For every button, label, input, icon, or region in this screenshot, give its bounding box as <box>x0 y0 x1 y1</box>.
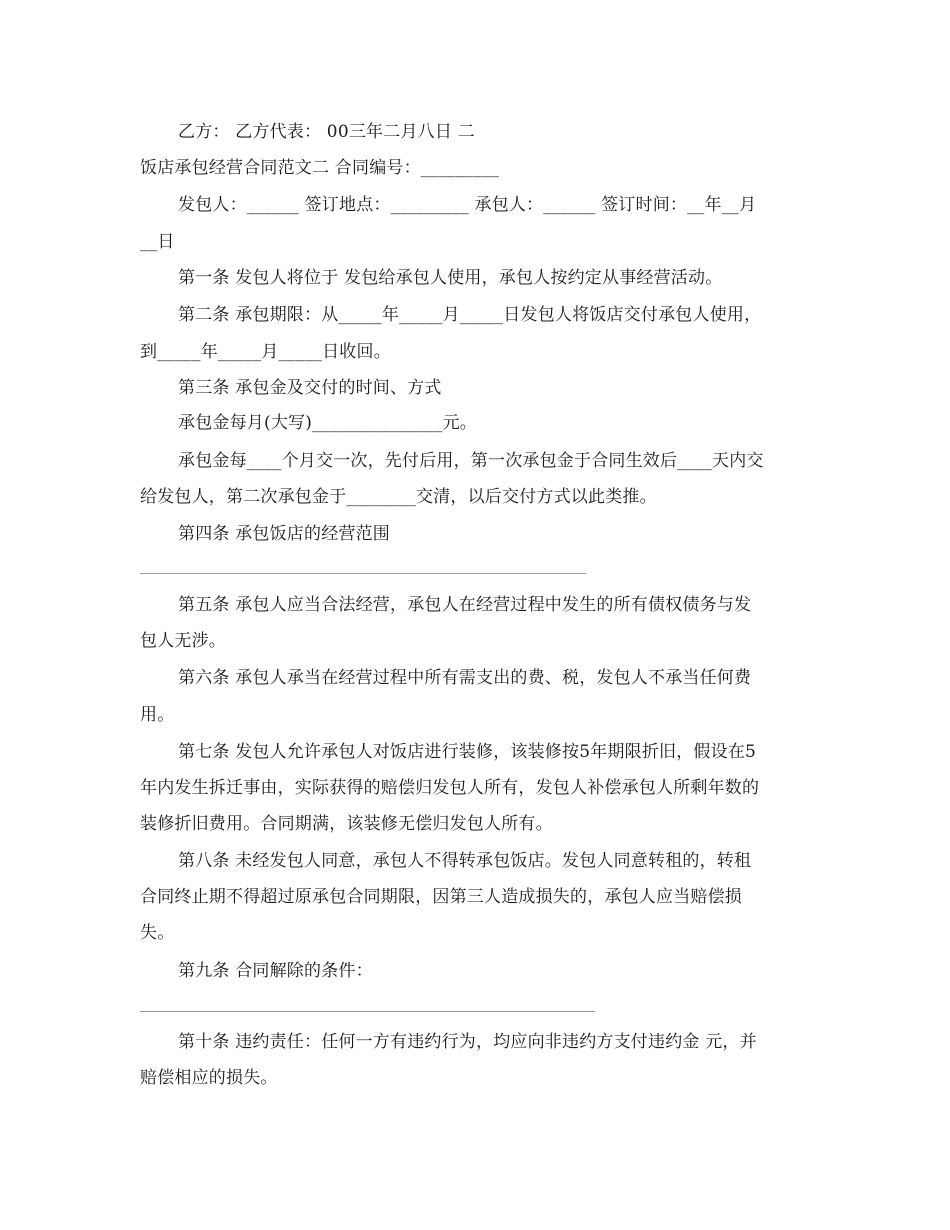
article-6-cont: 用。 <box>140 705 175 725</box>
article-10: 第十条 违约责任：任何一方有违约行为，均应向非违约方支付违约金 元，并 <box>178 1032 757 1052</box>
article-5-cont: 包人无涉。 <box>140 631 226 651</box>
divider-line <box>140 573 586 574</box>
article-6: 第六条 承包人承当在经营过程中所有需支出的费、税，发包人不承当任何费 <box>178 668 752 688</box>
article-1: 第一条 发包人将位于 发包给承包人使用，承包人按约定从事经营活动。 <box>178 268 723 288</box>
article-3-amount: 承包金每月(大写)_______________元。 <box>178 413 477 433</box>
article-4: 第四条 承包饭店的经营范围 <box>178 524 391 544</box>
article-2: 第二条 承包期限：从_____年_____月_____日发包人将饭店交付承包人使用， <box>178 305 762 325</box>
article-7: 第七条 发包人允许承包人对饭店进行装修，该装修按5年期限折旧，假设在5 <box>178 742 757 762</box>
party-b-line: 乙方： 乙方代表： 00三年二月八日 二 <box>178 122 475 142</box>
article-7-cont-2: 装修折旧费用。合同期满，该装修无偿归发包人所有。 <box>140 814 553 834</box>
article-8: 第八条 未经发包人同意，承包人不得转承包饭店。发包人同意转租的，转租 <box>178 851 752 871</box>
article-10-cont: 赔偿相应的损失。 <box>140 1068 278 1088</box>
divider-line <box>140 1011 595 1012</box>
article-2-cont: 到_____年_____月_____日收回。 <box>140 342 391 362</box>
article-3-title: 第三条 承包金及交付的时间、方式 <box>178 378 442 398</box>
article-8-cont-2: 失。 <box>140 923 175 943</box>
article-5: 第五条 承包人应当合法经营，承包人在经营过程中发生的所有债权债务与发 <box>178 595 752 615</box>
parties-line: 发包人：______ 签订地点：_________ 承包人：______ 签订时间：__年__月 <box>178 195 757 215</box>
article-3-payment: 承包金每____个月交一次，先付后用，第一次承包金于合同生效后____天内交 <box>178 451 764 471</box>
article-8-cont-1: 合同终止期不得超过原承包合同期限，因第三人造成损失的，承包人应当赔偿损 <box>140 887 742 907</box>
article-9: 第九条 合同解除的条件： <box>178 961 373 981</box>
parties-line-cont: __日 <box>140 232 175 252</box>
article-3-payment-cont: 给发包人，第二次承包金于________交清，以后交付方式以此类推。 <box>140 487 657 507</box>
article-7-cont-1: 年内发生拆迁事由，实际获得的赔偿归发包人所有，发包人补偿承包人所剩年数的 <box>140 778 760 798</box>
contract-title-line: 饭店承包经营合同范文二 合同编号：_________ <box>140 158 500 178</box>
